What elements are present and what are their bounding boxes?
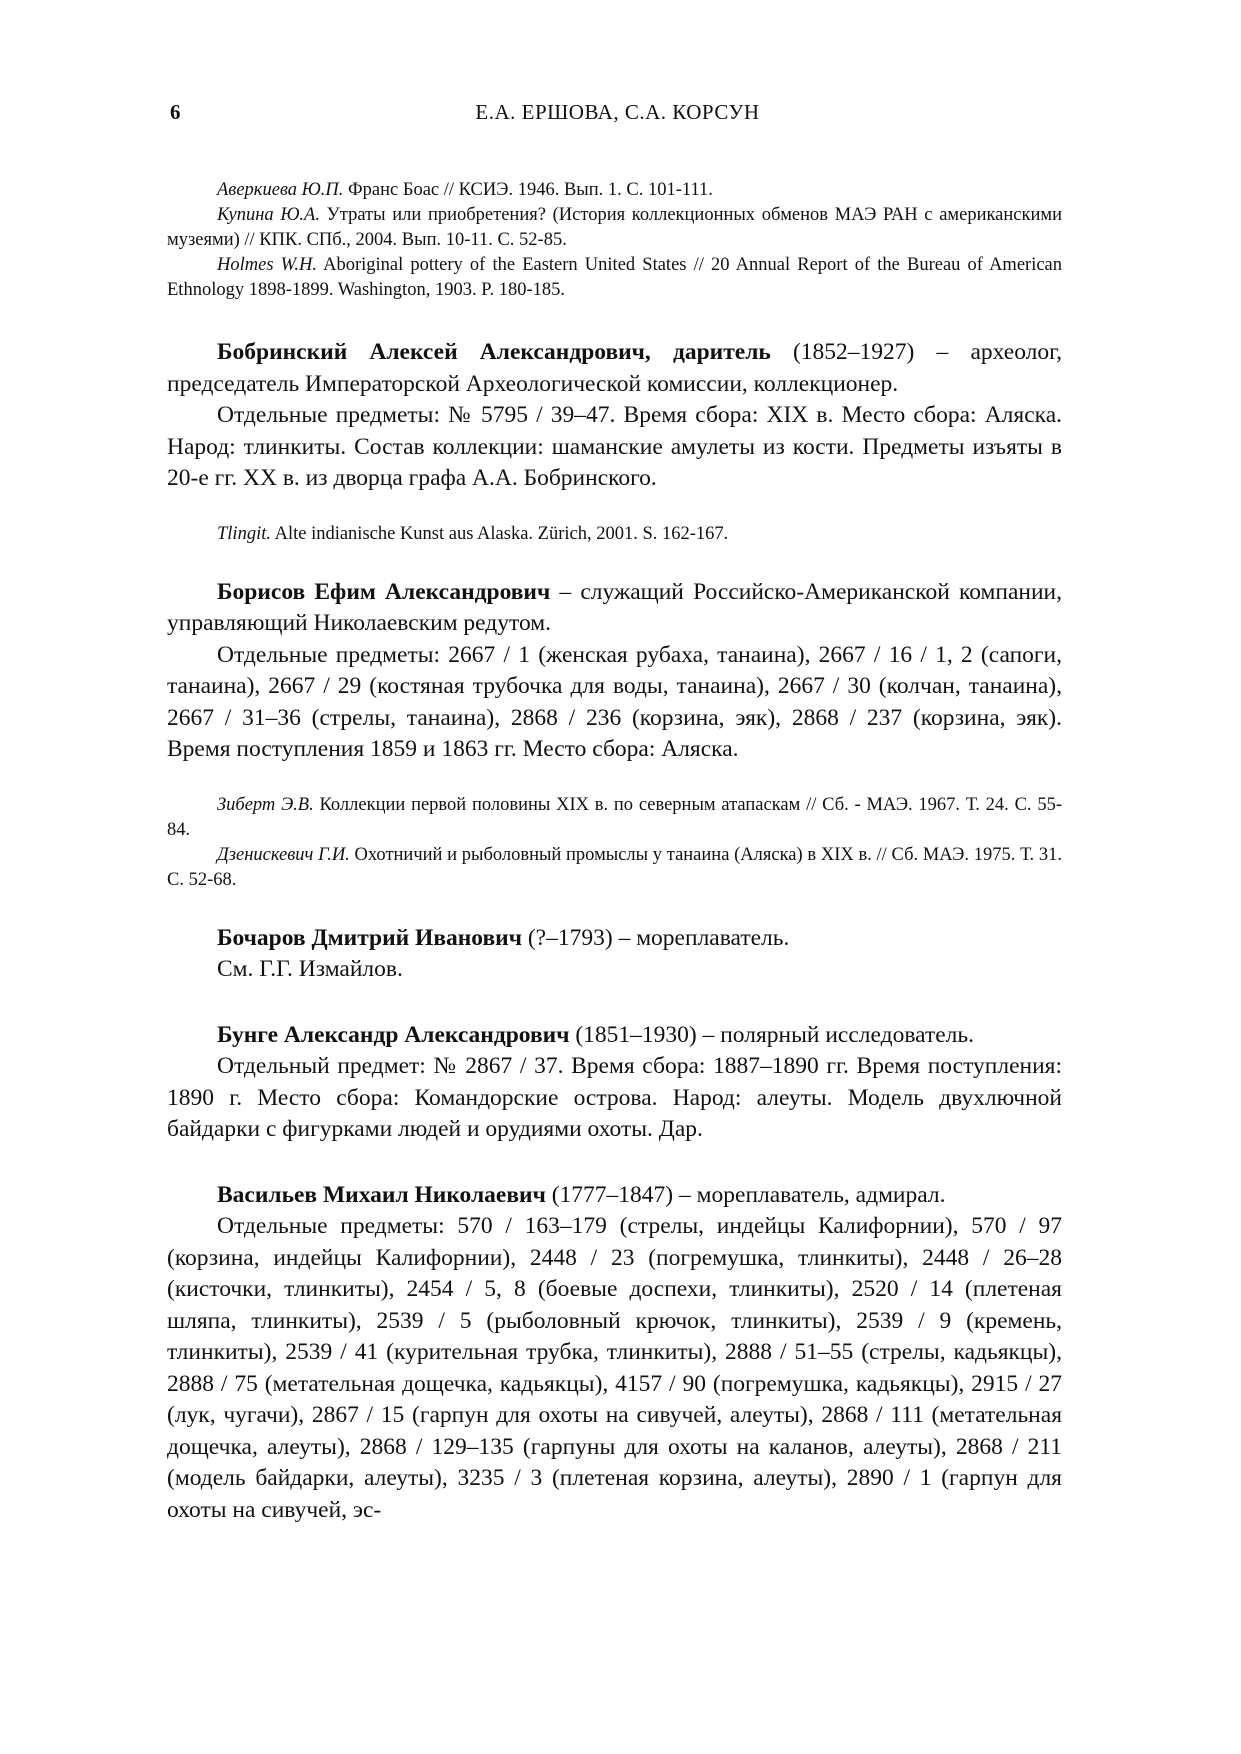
entry-body: Отдельные предметы: 570 / 163–179 (стрелы, индейцы Калифорнии), 570 / 97 (корзина, индейцы Калифорнии), 2448 / 23 (погремушка, тлинкиты), 2448 / 26–28 (кисточки, тлинкиты), 2454 / 5, 8 (боевые доспехи, тлинкиты), 2520 / 14 (плетеная шляпа, тлинкиты), 2539 / 5 (рыболовный крючок, тлинкиты), 2539 / 9 (кремень, тлинкиты), 2539 / 41 (курительная трубка, тлинкиты), 2888 / 51–55 (стрелы, кадьякцы), 2888 / 75 (метательная дощечка, кадьякцы), 4157 / 90 (погремушка, кадьякцы), 2915 / 27 (лук, чугачи), 2867 / 15 (гарпун для охоты на сивучей, алеуты), 2868 / 111 (метательная дощечка, алеуты), 2868 / 129–135 (гарпуны для охоты на каланов, алеуты), 2868 / 211 (модель байдарки, алеуты), 3235 / 3 (плетеная корзина, алеуты), 2890 / 1 (гарпун для охоты на сивучей, эс- — [167, 1213, 1062, 1523]
running-title: Е.А. ЕРШОВА, С.А. КОРСУН — [475, 100, 760, 124]
entry-body: Отдельный предмет: № 2867 / 37. Время сбора: 1887–1890 гг. Время поступления: 1890 г. Место сбора: Командорские острова. Народ: алеуты. Модель двухлючной байдарки с фигурками людей и орудиями охоты. Дар. — [167, 1053, 1062, 1142]
reference-author: Аверкиева Ю.П. — [217, 180, 344, 200]
reference-list — [167, 178, 1062, 303]
entry-headword: Бунге Александр Александрович — [217, 1021, 570, 1048]
entry-headword: Борисов Ефим Александрович — [217, 578, 551, 605]
entry-dates: (1777–1847) — [545, 1181, 674, 1208]
entry-headword: Бобринский Алексей Александрович, даритель — [217, 339, 771, 365]
entry-borisov — [167, 577, 1062, 766]
entry-description: – мореплаватель. — [612, 924, 790, 951]
entry-dates: (1851–1930) — [569, 1021, 697, 1048]
entry-heading — [167, 1180, 1062, 1212]
reference-text: Aboriginal pottery of the Eastern United States // 20 Annual Report of the Bureau of American Ethnology 1898-1899. Washington, 1903. P. 180-185. — [167, 255, 1063, 300]
reference-text: Утраты или приобретения? (История коллекционных обменов МАЭ РАН с американскими музеями) // КПК. СПб., 2004. Вып. 10-11. С. 52-85. — [167, 205, 1062, 250]
page-content — [167, 178, 1062, 1526]
entry-headword: Бочаров Дмитрий Иванович — [217, 924, 522, 951]
entry-body: Отдельные предметы: 2667 / 1 (женская рубаха, танаина), 2667 / 16 / 1, 2 (сапоги, танаина), 2667 / 29 (костяная трубочка для воды, танаина), 2667 / 30 (колчан, танаина), 2667 / 31–36 (стрелы, танаина), 2868 / 236 (корзина, эяк), 2868 / 237 (корзина, эяк). Время поступления 1859 и 1863 гг. Место сбора: Аляска. — [167, 641, 1062, 762]
entry-bobrinsky — [167, 337, 1062, 495]
page-header — [170, 100, 1065, 130]
entry-dates: (?–1793) — [521, 924, 613, 951]
reference-item — [167, 522, 1062, 547]
reference-text: Alte indianische Kunst aus Alaska. Zürich, 2001. S. 162-167. — [270, 523, 729, 544]
page-number: 6 — [170, 100, 181, 124]
reference-list — [167, 522, 1062, 547]
entry-description: – служащий Российско-Американской компании, управляющий Николаевским редутом. — [167, 578, 1062, 636]
entry-headword: Васильев Михаил Николаевич — [217, 1181, 546, 1208]
reference-author: Holmes W.H. — [217, 255, 317, 275]
reference-author: Дзенискевич Г.И. — [217, 844, 350, 865]
reference-item — [167, 203, 1062, 253]
entry-description: – мореплаватель, адмирал. — [673, 1181, 946, 1208]
entry-body: См. Г.Г. Измайлов. — [217, 956, 403, 982]
reference-author: Купина Ю.А. — [217, 205, 320, 225]
reference-text: Охотничий и рыболовный промыслы у танаина (Аляска) в XIX в. // Сб. МАЭ. 1975. Т. 31. С. 52-68. — [167, 844, 1062, 890]
entry-vasiliev — [167, 1180, 1062, 1527]
entry-heading — [167, 577, 1062, 640]
entry-bocharov — [167, 923, 1062, 986]
entry-description: – археолог, председатель Императорской Археологической комиссии, коллекционер. — [167, 339, 1062, 397]
entry-heading — [167, 923, 1062, 955]
reference-item — [167, 843, 1062, 893]
reference-item — [167, 178, 1062, 203]
entry-body: Отдельные предметы: № 5795 / 39–47. Время сбора: XIX в. Место сбора: Аляска. Народ: тлинкиты. Состав коллекции: шаманские амулеты из кости. Предметы изъяты в 20-е гг. XX в. из дворца графа А.А. Бобринского. — [167, 402, 1062, 491]
entry-bunge — [167, 1020, 1062, 1146]
entry-heading — [167, 337, 1062, 400]
reference-list — [167, 793, 1062, 893]
reference-author: Tlingit. — [217, 523, 271, 544]
entry-heading — [167, 1020, 1062, 1052]
entry-description: – полярный исследователь. — [696, 1021, 974, 1048]
entry-dates: (1852–1927) — [770, 339, 915, 365]
reference-text: Франс Боас // КСИЭ. 1946. Вып. 1. С. 101-111. — [343, 180, 713, 200]
reference-author: Зиберт Э.В. — [217, 794, 314, 815]
reference-item — [167, 253, 1062, 303]
reference-text: Коллекции первой половины XIX в. по северным атапаскам // Сб. - МАЭ. 1967. Т. 24. С. 55-84. — [167, 794, 1062, 840]
reference-item — [167, 793, 1062, 843]
